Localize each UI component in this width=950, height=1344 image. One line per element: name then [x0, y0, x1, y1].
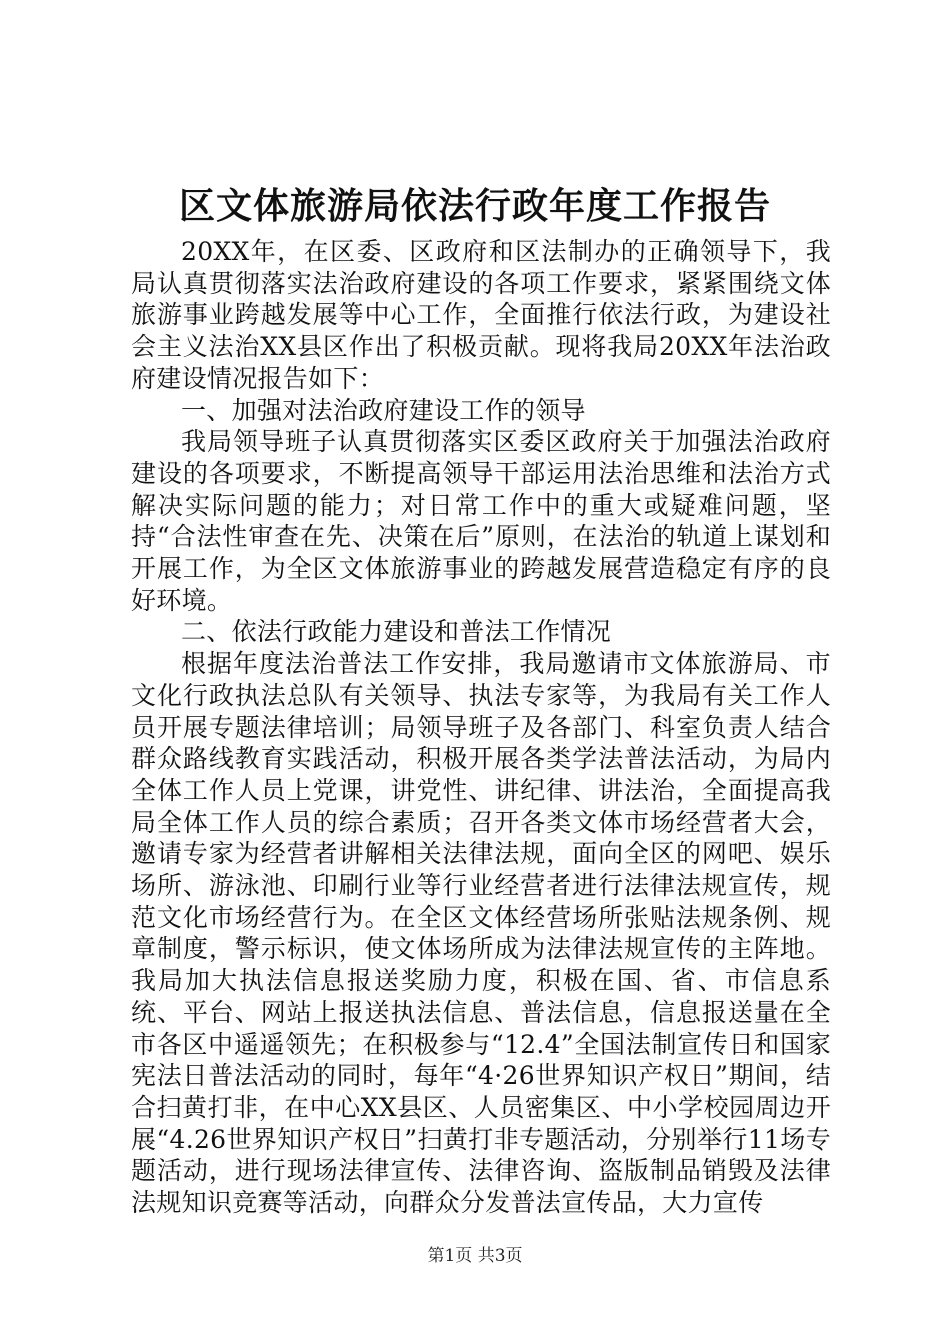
intro-paragraph: 20XX年，在区委、区政府和区法制办的正确领导下，我局认真贯彻落实法治政府建设的各项工作要求，紧紧围绕文体旅游事业跨越发展等中心工作，全面推行依法行政，为建设社会主义法治XX县区作出了积极贡献。现将我局20XX年法治政府建设情况报告如下：	[131, 237, 831, 393]
document-body	[131, 236, 831, 1219]
section-heading-2: 二、依法行政能力建设和普法工作情况	[181, 617, 612, 647]
section-2-paragraph: 根据年度法治普法工作安排，我局邀请市文体旅游局、市文化行政执法总队有关领导、执法专家等，为我局有关工作人员开展专题法律培训；局领导班子及各部门、科室负责人结合群众路线教育实践活动，积极开展各类学法普法活动，为局内全体工作人员上党课，讲党性、讲纪律、讲法治，全面提高我局全体工作人员的综合素质；召开各类文体市场经营者大会，邀请专家为经营者讲解相关法律法规，面向全区的网吧、娱乐场所、游泳池、印刷行业等行业经营者进行法律法规宣传，规范文化市场经营行为。在全区文体经营场所张贴法规条例、规章制度，警示标识，使文体场所成为法律法规宣传的主阵地。我局加大执法信息报送奖励力度，积极在国、省、市信息系统、平台、网站上报送执法信息、普法信息，信息报送量在全市各区中遥遥领先；在积极参与“12.4”全国法制宣传日和国家宪法日普法活动的同时，每年“4·26世界知识产权日”期间，结合扫黄打非，在中心XX县区、人员密集区、中小学校园周边开展“4.26世界知识产权日”扫黄打非专题活动，分别举行11场专题活动，进行现场法律宣传、法律咨询、盗版制品销毁及法律法规知识竞赛等活动，向群众分发普法宣传品，大力宣传	[131, 649, 831, 1218]
page-number-footer: 第1页 共3页	[427, 1246, 523, 1266]
document-title: 区文体旅游局依法行政年度工作报告	[178, 186, 771, 227]
section-heading-1: 一、加强对法治政府建设工作的领导	[181, 395, 586, 425]
section-1-paragraph: 我局领导班子认真贯彻落实区委区政府关于加强法治政府建设的各项要求，不断提高领导干部运用法治思维和法治方式解决实际问题的能力；对日常工作中的重大或疑难问题，坚持“合法性审查在先、决策在后”原则，在法治的轨道上谋划和开展工作，为全区文体旅游事业的跨越发展营造稳定有序的良好环境。	[131, 427, 831, 615]
